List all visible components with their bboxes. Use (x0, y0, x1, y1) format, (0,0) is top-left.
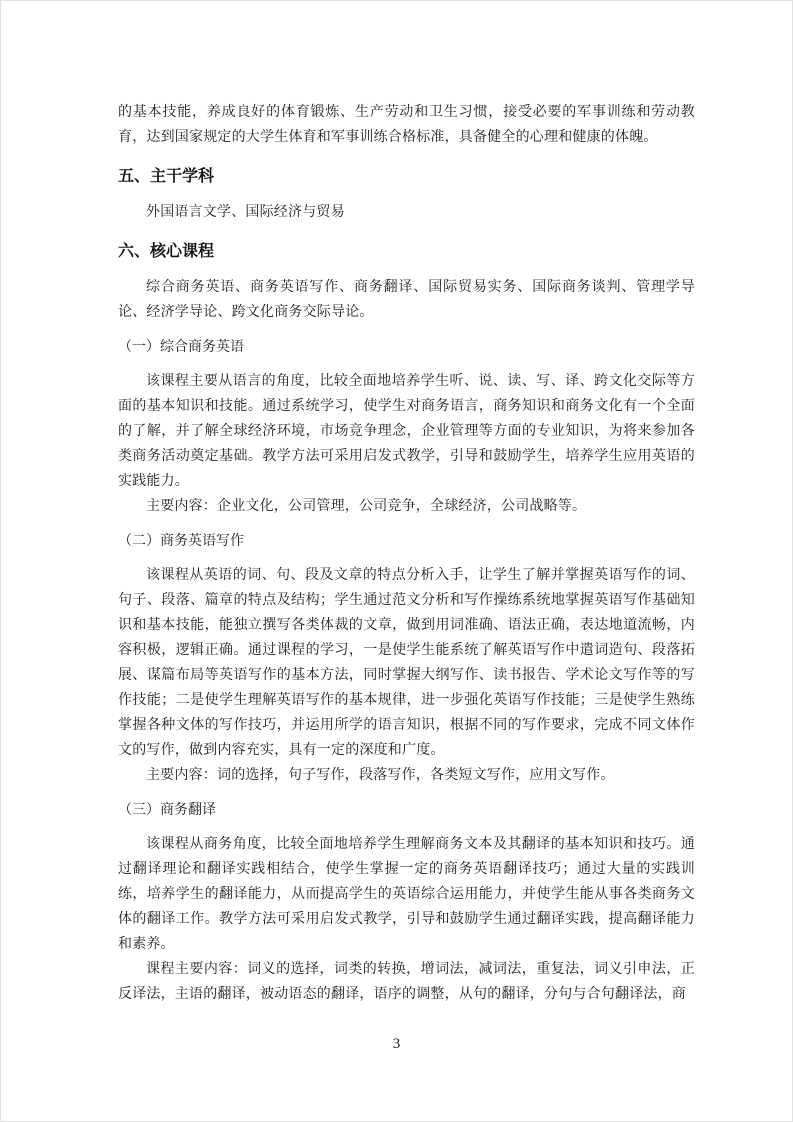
course-3-main-content: 课程主要内容：词义的选择，词类的转换，增词法，减词法，重复法，词义引申法，正反译法，主语的翻译，被动语态的翻译，语序的调整，从句的翻译，分句与合句翻译法，商 (118, 962, 695, 1002)
course-1-main-content: 主要内容：企业文化，公司管理，公司竞争，全球经济，公司战略等。 (146, 499, 587, 514)
course-2-description: 该课程从英语的词、句、段及文章的特点分析入手，让学生了解并掌握英语写作的词、句子、段落、篇章的特点及结构；学生通过范文分析和写作操练系统地掌握英语写作基础知识和基本技能，能独立撰写各类体裁的文章，做到用词准确、语法正确，表达地道流畅，内容积极，逻辑正确。通过课程的学习，一是使学生能系统了解英语写作中遣词造句、段落拓展、谋篇布局等英语写作的基本方法，同时掌握大纲写作、读书报告、学术论文写作等的写作技能；二是使学生理解英语写作的基本规律，进一步强化英语写作技能；三是使学生熟练掌握各种文体的写作技巧，并运用所学的语言知识，根据不同的写作要求，完成不同文体作文的写作，做到内容充实，具有一定的深度和广度。 (118, 568, 695, 758)
course-2-heading: （二）商务英语写作 (118, 534, 244, 549)
continuation-paragraph: 的基本技能，养成良好的体育锻炼、生产劳动和卫生习惯，接受必要的军事训练和劳动教育，达到国家规定的大学生体育和军事训练合格标准，具备健全的心理和健康的体魄。 (118, 105, 695, 145)
section-6-heading: 六、核心课程 (118, 243, 215, 260)
section-5-heading: 五、主干学科 (118, 168, 215, 185)
section-5-body: 外国语言文学、国际经济与贸易 (146, 205, 345, 220)
course-3-heading: （三）商务翻译 (118, 803, 216, 818)
section-6-overview: 综合商务英语、商务英语写作、商务翻译、国际贸易实务、国际商务谈判、管理学导论、经济学导论、跨文化商务交际导论。 (118, 280, 695, 320)
course-1-description: 该课程主要从语言的角度，比较全面地培养学生听、说、读、写、译、跨文化交际等方面的基本知识和技能。通过系统学习，使学生对商务语言，商务知识和商务文化有一个全面的了解，并了解全球经济环境，市场竞争理念，企业管理等方面的专业知识，为将来参加各类商务活动奠定基础。教学方法可采用启发式教学，引导和鼓励学生，培养学生应用英语的实践能力。 (118, 374, 695, 489)
course-1-heading: （一）综合商务英语 (118, 340, 244, 355)
course-2-main-content: 主要内容：词的选择，句子写作，段落写作，各类短文写作，应用文写作。 (146, 768, 615, 783)
page-content (1, 1, 792, 1007)
course-3-description: 该课程从商务角度，比较全面地培养学生理解商务文本及其翻译的基本知识和技巧。通过翻译理论和翻译实践相结合，使学生掌握一定的商务英语翻译技巧；通过大量的实践训练，培养学生的翻译能力，从而提高学生的英语综合运用能力，并使学生能从事各类商务文体的翻译工作。教学方法可采用启发式教学，引导和鼓励学生通过翻译实践，提高翻译能力和素养。 (118, 837, 695, 952)
page-number: 3 (392, 1036, 401, 1052)
